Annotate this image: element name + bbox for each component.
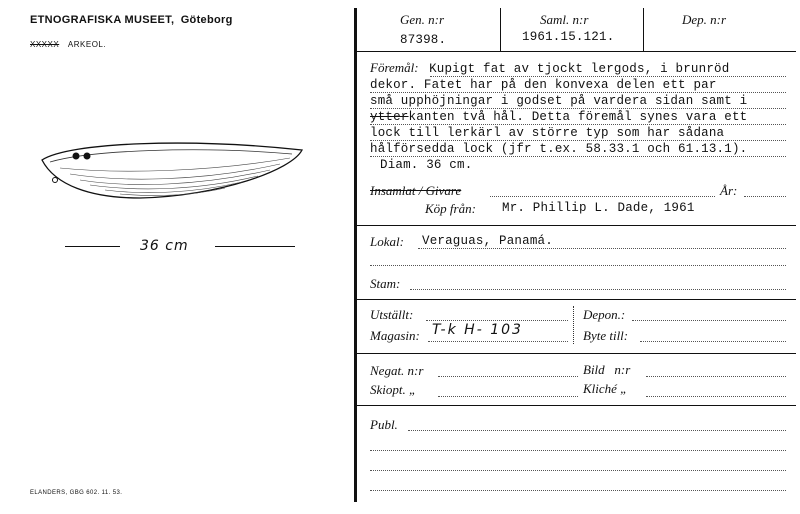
foremal-line-3: små upphöjningar i godset på vardera sidan samt i	[370, 94, 748, 108]
foremal-struck-word: ytter	[370, 110, 409, 124]
bild-label: Bild n:r	[583, 362, 631, 377]
skiopt-dots	[438, 396, 578, 397]
divider-1	[356, 225, 796, 226]
department-name: ARKEOL.	[67, 40, 107, 49]
stam-label: Stam:	[370, 276, 401, 291]
magasin-value: T-k H- 103	[432, 322, 523, 338]
foremal-dots-6	[370, 156, 786, 157]
museum-city: Göteborg	[180, 14, 233, 26]
ar-dots	[744, 196, 786, 197]
divider-2	[356, 299, 796, 300]
foremal-line-1: Kupigt fat av tjockt lergods, i brunröd	[429, 62, 730, 76]
header-sep-2	[643, 8, 644, 51]
museum-header	[30, 14, 233, 26]
insamlat-dots	[490, 196, 715, 197]
depon-label: Depon.:	[583, 307, 626, 322]
scale-line-right	[215, 246, 295, 247]
scale-line-left	[65, 246, 120, 247]
foremal-line-4	[370, 109, 790, 125]
foremal-label: Föremål:	[370, 60, 419, 75]
department-struck: XXXXX	[30, 40, 60, 49]
negat-label: Negat. n:r	[370, 363, 424, 378]
negat-dots	[438, 376, 578, 377]
header-sep-1	[500, 8, 501, 51]
ar-label: År:	[720, 183, 738, 198]
publ-dots-1	[408, 430, 786, 431]
gen-value: 87398.	[400, 33, 447, 47]
stam-dots	[410, 289, 786, 290]
saml-value: 1961.15.121.	[522, 30, 615, 44]
byte-label: Byte till:	[583, 328, 629, 343]
lokal-label: Lokal:	[370, 234, 404, 249]
magasin-label: Magasin:	[370, 328, 420, 343]
lokal-value: Veraguas, Panamá.	[422, 234, 553, 248]
publ-dots-4	[370, 490, 786, 491]
gen-label: Gen. n:r	[400, 12, 445, 27]
byte-dots	[640, 341, 786, 342]
divider-3	[356, 353, 796, 354]
foremal-dots-1	[430, 76, 786, 77]
depon-dots	[632, 320, 786, 321]
foremal-line-7: Diam. 36 cm.	[380, 158, 473, 172]
dep-label: Dep. n:r	[682, 12, 727, 27]
storage-sep	[573, 306, 574, 344]
printer-imprint: ELANDERS, GBG 602. 11. 53.	[30, 490, 123, 496]
foremal-dots-3	[370, 108, 786, 109]
skiopt-label: Skiopt. „	[370, 382, 417, 397]
foremal-dots-5	[370, 140, 786, 141]
foremal-line-6: hålförsedda lock (jfr t.ex. 58.33.1 och 61.13.1).	[370, 142, 748, 156]
divider-4	[356, 405, 796, 406]
kop-value: Mr. Phillip L. Dade, 1961	[502, 201, 695, 215]
foremal-line-5: lock till lerkärl av större typ som har sådana	[370, 126, 725, 140]
foremal-line-2: dekor. Fatet har på den konvexa delen ett par	[370, 78, 717, 92]
department-line	[30, 40, 106, 49]
bowl-drawing	[30, 130, 320, 210]
kliche-label: Kliché „	[583, 381, 628, 396]
publ-dots-3	[370, 470, 786, 471]
publ-dots-2	[370, 450, 786, 451]
publ-label: Publ.	[370, 417, 398, 432]
museum-name: ETNOGRAFISKA MUSEET,	[30, 14, 175, 26]
header-divider	[356, 51, 796, 52]
bild-dots	[646, 376, 786, 377]
foremal-dots-2	[370, 92, 786, 93]
utstallt-dots	[426, 320, 568, 321]
lokal-dots-2	[370, 265, 786, 266]
foremal-line-4-text: kanten två hål. Detta föremål synes vara ett	[408, 110, 748, 124]
foremal-dots-4	[370, 124, 786, 125]
magasin-dots	[428, 341, 568, 342]
scale-label: 36 cm	[140, 238, 189, 254]
lokal-dots-1	[418, 248, 786, 249]
card-left-border	[354, 8, 357, 502]
insamlat-struck-label: Insamlat / Givare	[370, 183, 462, 198]
saml-label: Saml. n:r	[540, 12, 589, 27]
kop-label: Köp från:	[425, 201, 476, 216]
kliche-dots	[646, 396, 786, 397]
utstallt-label: Utställt:	[370, 307, 414, 322]
